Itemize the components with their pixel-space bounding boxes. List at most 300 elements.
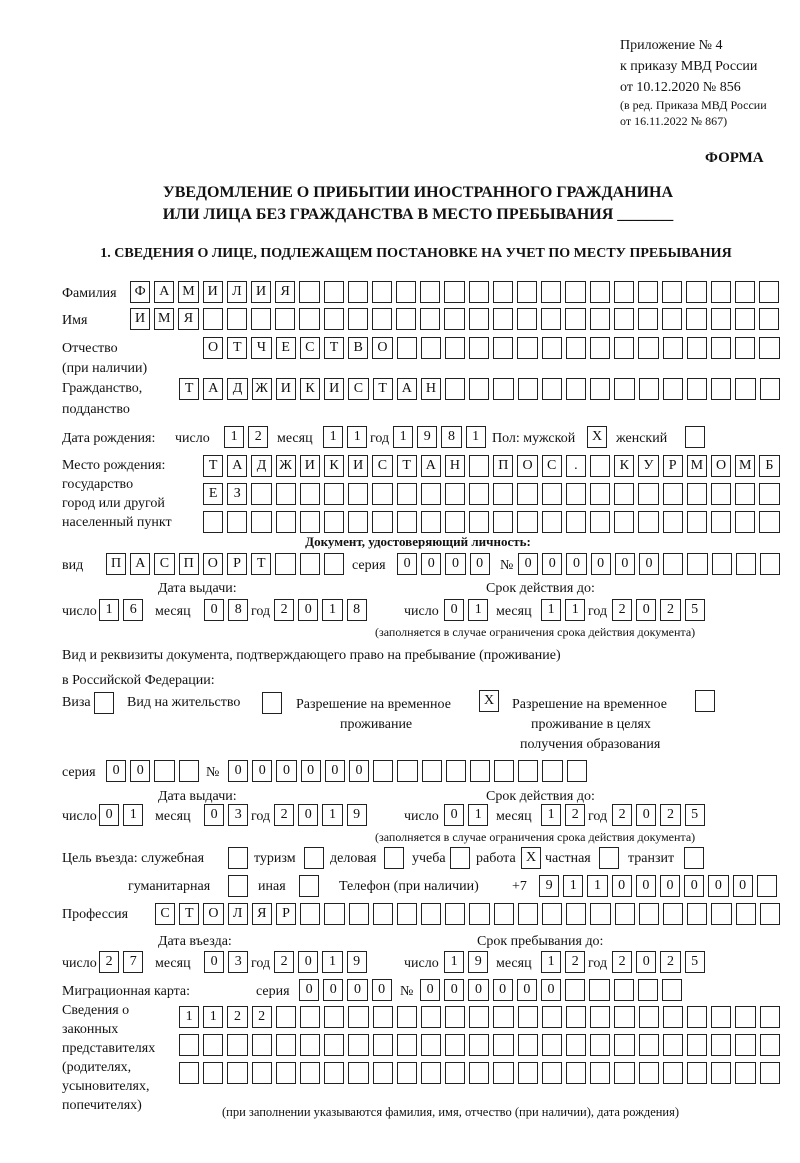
char-cell[interactable] — [493, 378, 513, 400]
char-cell[interactable] — [735, 281, 755, 303]
char-cell[interactable] — [251, 308, 271, 330]
char-cell[interactable] — [300, 483, 320, 505]
char-cell[interactable]: 0 — [420, 979, 440, 1001]
purpose-official-checkbox[interactable] — [228, 847, 248, 869]
char-cell[interactable]: 0 — [298, 951, 318, 973]
char-cell[interactable] — [300, 903, 320, 925]
char-cell[interactable]: И — [324, 378, 344, 400]
char-cell[interactable]: Р — [276, 903, 296, 925]
char-cell[interactable] — [251, 483, 271, 505]
char-cell[interactable] — [759, 511, 779, 533]
char-cell[interactable]: П — [106, 553, 126, 575]
char-cell[interactable] — [663, 1062, 683, 1084]
char-cell[interactable]: 0 — [349, 760, 369, 782]
char-cell[interactable] — [757, 875, 777, 897]
char-cell[interactable] — [687, 553, 707, 575]
purpose-work-checkbox[interactable]: X — [521, 847, 541, 869]
char-cell[interactable] — [589, 979, 609, 1001]
char-cell[interactable] — [349, 903, 369, 925]
char-cell[interactable] — [736, 553, 756, 575]
char-cell[interactable] — [397, 1062, 417, 1084]
char-cell[interactable] — [566, 903, 586, 925]
char-cell[interactable] — [252, 1062, 272, 1084]
char-cell[interactable] — [421, 903, 441, 925]
char-cell[interactable] — [324, 308, 344, 330]
char-cell[interactable] — [300, 553, 320, 575]
char-cell[interactable] — [493, 1006, 513, 1028]
char-cell[interactable] — [687, 511, 707, 533]
char-cell[interactable]: Л — [228, 903, 248, 925]
char-cell[interactable]: 2 — [274, 599, 294, 621]
char-cell[interactable] — [638, 308, 658, 330]
char-cell[interactable] — [711, 483, 731, 505]
char-cell[interactable] — [517, 511, 537, 533]
char-cell[interactable] — [711, 337, 731, 359]
char-cell[interactable]: 1 — [541, 804, 561, 826]
char-cell[interactable] — [590, 281, 610, 303]
char-cell[interactable]: Е — [203, 483, 223, 505]
char-cell[interactable] — [590, 483, 610, 505]
char-cell[interactable] — [542, 337, 562, 359]
char-cell[interactable]: 1 — [99, 599, 119, 621]
char-cell[interactable] — [638, 483, 658, 505]
char-cell[interactable] — [397, 1006, 417, 1028]
char-cell[interactable]: 0 — [252, 760, 272, 782]
char-cell[interactable]: 9 — [468, 951, 488, 973]
char-cell[interactable] — [565, 979, 585, 1001]
char-cell[interactable] — [711, 281, 731, 303]
char-cell[interactable]: О — [517, 455, 537, 477]
char-cell[interactable]: 1 — [587, 875, 607, 897]
char-cell[interactable] — [493, 483, 513, 505]
char-cell[interactable] — [203, 1062, 223, 1084]
char-cell[interactable] — [372, 483, 392, 505]
char-cell[interactable] — [373, 903, 393, 925]
char-cell[interactable] — [638, 337, 658, 359]
char-cell[interactable] — [663, 1006, 683, 1028]
char-cell[interactable] — [614, 308, 634, 330]
char-cell[interactable] — [590, 455, 610, 477]
char-cell[interactable] — [542, 903, 562, 925]
char-cell[interactable] — [227, 1034, 247, 1056]
char-cell[interactable]: А — [154, 281, 174, 303]
char-cell[interactable] — [542, 760, 562, 782]
char-cell[interactable] — [445, 378, 465, 400]
char-cell[interactable]: 0 — [733, 875, 753, 897]
char-cell[interactable] — [614, 1006, 634, 1028]
char-cell[interactable]: 9 — [347, 951, 367, 973]
char-cell[interactable] — [179, 1034, 199, 1056]
char-cell[interactable] — [373, 1062, 393, 1084]
char-cell[interactable]: Ж — [276, 455, 296, 477]
char-cell[interactable]: 0 — [276, 760, 296, 782]
char-cell[interactable]: 0 — [444, 979, 464, 1001]
char-cell[interactable] — [493, 308, 513, 330]
char-cell[interactable] — [614, 337, 634, 359]
char-cell[interactable]: 0 — [566, 553, 586, 575]
char-cell[interactable]: Р — [663, 455, 683, 477]
char-cell[interactable] — [542, 511, 562, 533]
char-cell[interactable] — [348, 308, 368, 330]
char-cell[interactable]: 2 — [227, 1006, 247, 1028]
purpose-humanitarian-checkbox[interactable] — [228, 875, 248, 897]
char-cell[interactable] — [493, 337, 513, 359]
char-cell[interactable] — [227, 308, 247, 330]
char-cell[interactable] — [687, 483, 707, 505]
char-cell[interactable]: М — [687, 455, 707, 477]
char-cell[interactable] — [469, 903, 489, 925]
char-cell[interactable]: 2 — [660, 599, 680, 621]
char-cell[interactable]: А — [227, 455, 247, 477]
char-cell[interactable] — [252, 1034, 272, 1056]
char-cell[interactable] — [469, 1034, 489, 1056]
purpose-other-checkbox[interactable] — [299, 875, 319, 897]
char-cell[interactable] — [445, 1034, 465, 1056]
char-cell[interactable] — [470, 760, 490, 782]
char-cell[interactable]: 1 — [393, 426, 413, 448]
char-cell[interactable]: П — [179, 553, 199, 575]
purpose-business-checkbox[interactable] — [384, 847, 404, 869]
char-cell[interactable] — [542, 1006, 562, 1028]
char-cell[interactable] — [687, 378, 707, 400]
sex-male-checkbox[interactable]: X — [587, 426, 607, 448]
char-cell[interactable]: Т — [373, 378, 393, 400]
char-cell[interactable]: А — [397, 378, 417, 400]
char-cell[interactable]: 2 — [565, 951, 585, 973]
char-cell[interactable]: О — [203, 553, 223, 575]
char-cell[interactable]: М — [735, 455, 755, 477]
char-cell[interactable] — [518, 1034, 538, 1056]
char-cell[interactable] — [154, 760, 174, 782]
char-cell[interactable] — [566, 1034, 586, 1056]
char-cell[interactable] — [759, 483, 779, 505]
char-cell[interactable]: 7 — [123, 951, 143, 973]
char-cell[interactable]: Р — [227, 553, 247, 575]
char-cell[interactable] — [614, 1062, 634, 1084]
char-cell[interactable]: К — [300, 378, 320, 400]
char-cell[interactable] — [324, 553, 344, 575]
char-cell[interactable]: 0 — [325, 760, 345, 782]
char-cell[interactable]: 1 — [322, 804, 342, 826]
char-cell[interactable]: 2 — [99, 951, 119, 973]
char-cell[interactable] — [735, 308, 755, 330]
char-cell[interactable] — [445, 337, 465, 359]
char-cell[interactable] — [518, 903, 538, 925]
char-cell[interactable] — [638, 979, 658, 1001]
char-cell[interactable] — [444, 281, 464, 303]
sex-female-checkbox[interactable] — [685, 426, 705, 448]
char-cell[interactable]: Т — [397, 455, 417, 477]
char-cell[interactable]: 0 — [445, 553, 465, 575]
char-cell[interactable] — [687, 337, 707, 359]
char-cell[interactable] — [566, 337, 586, 359]
char-cell[interactable] — [227, 1062, 247, 1084]
char-cell[interactable]: 1 — [468, 804, 488, 826]
char-cell[interactable] — [445, 903, 465, 925]
char-cell[interactable]: 1 — [203, 1006, 223, 1028]
char-cell[interactable] — [759, 337, 779, 359]
char-cell[interactable] — [638, 281, 658, 303]
char-cell[interactable] — [711, 1034, 731, 1056]
char-cell[interactable]: 1 — [347, 426, 367, 448]
char-cell[interactable]: 8 — [347, 599, 367, 621]
char-cell[interactable] — [542, 378, 562, 400]
char-cell[interactable] — [300, 511, 320, 533]
char-cell[interactable]: 2 — [612, 951, 632, 973]
char-cell[interactable] — [324, 1006, 344, 1028]
char-cell[interactable]: 0 — [542, 553, 562, 575]
char-cell[interactable] — [251, 511, 271, 533]
char-cell[interactable]: Л — [227, 281, 247, 303]
char-cell[interactable] — [735, 337, 755, 359]
char-cell[interactable] — [493, 511, 513, 533]
char-cell[interactable] — [445, 1006, 465, 1028]
char-cell[interactable] — [542, 1034, 562, 1056]
char-cell[interactable]: 1 — [563, 875, 583, 897]
char-cell[interactable] — [663, 483, 683, 505]
char-cell[interactable]: 0 — [130, 760, 150, 782]
char-cell[interactable]: 1 — [466, 426, 486, 448]
char-cell[interactable]: 2 — [274, 804, 294, 826]
char-cell[interactable] — [639, 1062, 659, 1084]
char-cell[interactable] — [373, 1006, 393, 1028]
char-cell[interactable] — [276, 1034, 296, 1056]
char-cell[interactable] — [203, 1034, 223, 1056]
char-cell[interactable]: 0 — [421, 553, 441, 575]
char-cell[interactable] — [735, 1034, 755, 1056]
char-cell[interactable]: И — [251, 281, 271, 303]
char-cell[interactable]: Я — [178, 308, 198, 330]
char-cell[interactable] — [348, 483, 368, 505]
char-cell[interactable] — [421, 1062, 441, 1084]
char-cell[interactable] — [372, 308, 392, 330]
char-cell[interactable] — [300, 1006, 320, 1028]
char-cell[interactable] — [518, 378, 538, 400]
residence-checkbox[interactable] — [262, 692, 282, 714]
char-cell[interactable] — [373, 760, 393, 782]
char-cell[interactable]: 5 — [685, 599, 705, 621]
char-cell[interactable]: С — [154, 553, 174, 575]
char-cell[interactable] — [396, 281, 416, 303]
char-cell[interactable] — [469, 281, 489, 303]
char-cell[interactable] — [590, 903, 610, 925]
char-cell[interactable]: 2 — [660, 951, 680, 973]
char-cell[interactable]: 6 — [123, 599, 143, 621]
char-cell[interactable] — [422, 760, 442, 782]
char-cell[interactable] — [397, 483, 417, 505]
char-cell[interactable]: М — [178, 281, 198, 303]
char-cell[interactable] — [397, 903, 417, 925]
char-cell[interactable] — [469, 483, 489, 505]
char-cell[interactable]: Ч — [251, 337, 271, 359]
char-cell[interactable] — [397, 337, 417, 359]
char-cell[interactable] — [493, 281, 513, 303]
char-cell[interactable] — [446, 760, 466, 782]
char-cell[interactable] — [711, 1062, 731, 1084]
char-cell[interactable] — [711, 511, 731, 533]
char-cell[interactable] — [759, 281, 779, 303]
char-cell[interactable]: 0 — [397, 553, 417, 575]
char-cell[interactable] — [565, 281, 585, 303]
char-cell[interactable] — [324, 1034, 344, 1056]
char-cell[interactable] — [469, 1006, 489, 1028]
char-cell[interactable]: 0 — [517, 979, 537, 1001]
char-cell[interactable]: 1 — [444, 951, 464, 973]
char-cell[interactable]: 8 — [228, 599, 248, 621]
char-cell[interactable] — [639, 1034, 659, 1056]
char-cell[interactable]: 1 — [541, 599, 561, 621]
char-cell[interactable]: 0 — [636, 875, 656, 897]
char-cell[interactable] — [614, 1034, 634, 1056]
char-cell[interactable] — [662, 308, 682, 330]
char-cell[interactable]: 1 — [123, 804, 143, 826]
char-cell[interactable]: 2 — [252, 1006, 272, 1028]
char-cell[interactable] — [203, 511, 223, 533]
char-cell[interactable] — [494, 903, 514, 925]
purpose-tourism-checkbox[interactable] — [304, 847, 324, 869]
char-cell[interactable] — [567, 760, 587, 782]
char-cell[interactable] — [735, 1062, 755, 1084]
char-cell[interactable] — [712, 553, 732, 575]
char-cell[interactable]: З — [227, 483, 247, 505]
char-cell[interactable]: 9 — [347, 804, 367, 826]
char-cell[interactable]: 9 — [417, 426, 437, 448]
char-cell[interactable]: 3 — [228, 951, 248, 973]
char-cell[interactable] — [348, 1006, 368, 1028]
char-cell[interactable]: С — [372, 455, 392, 477]
char-cell[interactable] — [614, 979, 634, 1001]
char-cell[interactable]: С — [155, 903, 175, 925]
char-cell[interactable]: О — [711, 455, 731, 477]
char-cell[interactable]: С — [542, 455, 562, 477]
char-cell[interactable] — [348, 511, 368, 533]
char-cell[interactable]: А — [421, 455, 441, 477]
char-cell[interactable]: Т — [227, 337, 247, 359]
char-cell[interactable]: 0 — [347, 979, 367, 1001]
char-cell[interactable]: И — [348, 455, 368, 477]
char-cell[interactable] — [300, 1062, 320, 1084]
char-cell[interactable]: Ж — [252, 378, 272, 400]
char-cell[interactable]: 0 — [639, 553, 659, 575]
char-cell[interactable]: Н — [421, 378, 441, 400]
char-cell[interactable]: 9 — [539, 875, 559, 897]
char-cell[interactable] — [663, 553, 683, 575]
char-cell[interactable] — [373, 1034, 393, 1056]
char-cell[interactable] — [711, 903, 731, 925]
char-cell[interactable]: 2 — [660, 804, 680, 826]
char-cell[interactable] — [421, 511, 441, 533]
char-cell[interactable] — [324, 903, 344, 925]
char-cell[interactable]: 0 — [323, 979, 343, 1001]
char-cell[interactable] — [565, 308, 585, 330]
char-cell[interactable]: О — [203, 337, 223, 359]
char-cell[interactable] — [276, 1062, 296, 1084]
char-cell[interactable]: М — [154, 308, 174, 330]
char-cell[interactable] — [299, 308, 319, 330]
char-cell[interactable] — [421, 337, 441, 359]
purpose-private-checkbox[interactable] — [599, 847, 619, 869]
char-cell[interactable]: П — [493, 455, 513, 477]
char-cell[interactable]: И — [276, 378, 296, 400]
char-cell[interactable]: И — [130, 308, 150, 330]
char-cell[interactable] — [324, 1062, 344, 1084]
char-cell[interactable] — [276, 1006, 296, 1028]
char-cell[interactable] — [542, 1062, 562, 1084]
char-cell[interactable]: 2 — [565, 804, 585, 826]
char-cell[interactable]: 2 — [248, 426, 268, 448]
char-cell[interactable] — [397, 1034, 417, 1056]
char-cell[interactable]: 0 — [99, 804, 119, 826]
char-cell[interactable] — [396, 308, 416, 330]
char-cell[interactable] — [348, 281, 368, 303]
char-cell[interactable]: Ф — [130, 281, 150, 303]
char-cell[interactable] — [494, 760, 514, 782]
char-cell[interactable] — [590, 1062, 610, 1084]
char-cell[interactable] — [517, 483, 537, 505]
char-cell[interactable]: 0 — [660, 875, 680, 897]
char-cell[interactable]: 1 — [323, 426, 343, 448]
char-cell[interactable] — [614, 281, 634, 303]
char-cell[interactable] — [566, 378, 586, 400]
char-cell[interactable] — [639, 903, 659, 925]
char-cell[interactable]: 0 — [636, 599, 656, 621]
char-cell[interactable]: Д — [227, 378, 247, 400]
char-cell[interactable] — [493, 1034, 513, 1056]
char-cell[interactable]: 0 — [106, 760, 126, 782]
char-cell[interactable]: 2 — [612, 599, 632, 621]
char-cell[interactable]: 1 — [468, 599, 488, 621]
char-cell[interactable] — [420, 308, 440, 330]
char-cell[interactable] — [711, 1006, 731, 1028]
char-cell[interactable]: 8 — [441, 426, 461, 448]
char-cell[interactable] — [614, 378, 634, 400]
char-cell[interactable] — [348, 1062, 368, 1084]
char-cell[interactable] — [687, 1006, 707, 1028]
char-cell[interactable]: Я — [252, 903, 272, 925]
char-cell[interactable]: 0 — [708, 875, 728, 897]
char-cell[interactable]: И — [300, 455, 320, 477]
char-cell[interactable] — [662, 281, 682, 303]
purpose-study-checkbox[interactable] — [450, 847, 470, 869]
char-cell[interactable] — [421, 483, 441, 505]
char-cell[interactable] — [639, 1006, 659, 1028]
char-cell[interactable] — [324, 511, 344, 533]
char-cell[interactable] — [276, 511, 296, 533]
char-cell[interactable] — [324, 281, 344, 303]
char-cell[interactable] — [687, 1034, 707, 1056]
char-cell[interactable] — [614, 483, 634, 505]
char-cell[interactable]: 1 — [322, 951, 342, 973]
char-cell[interactable] — [518, 760, 538, 782]
char-cell[interactable] — [590, 378, 610, 400]
char-cell[interactable]: 0 — [470, 553, 490, 575]
char-cell[interactable]: 0 — [684, 875, 704, 897]
char-cell[interactable] — [372, 511, 392, 533]
char-cell[interactable] — [590, 1006, 610, 1028]
char-cell[interactable]: 5 — [685, 951, 705, 973]
char-cell[interactable] — [469, 308, 489, 330]
char-cell[interactable] — [517, 308, 537, 330]
char-cell[interactable]: 0 — [372, 979, 392, 1001]
char-cell[interactable] — [518, 1006, 538, 1028]
char-cell[interactable]: 0 — [541, 979, 561, 1001]
char-cell[interactable] — [445, 483, 465, 505]
char-cell[interactable]: О — [372, 337, 392, 359]
char-cell[interactable] — [420, 281, 440, 303]
char-cell[interactable]: С — [300, 337, 320, 359]
char-cell[interactable]: В — [348, 337, 368, 359]
char-cell[interactable] — [348, 1034, 368, 1056]
